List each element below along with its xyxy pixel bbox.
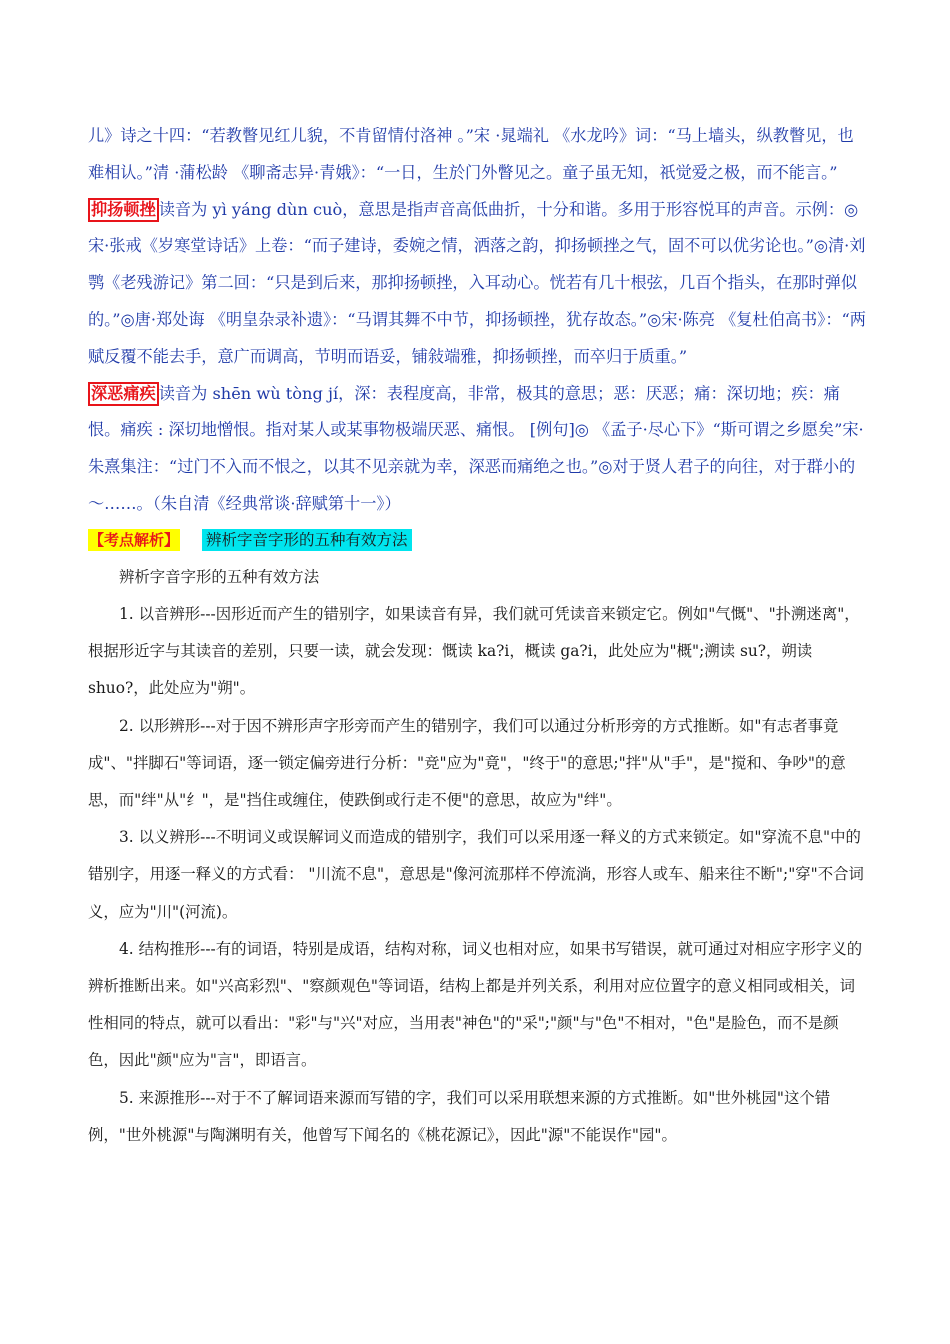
document-page	[88, 118, 866, 1154]
intro-paragraph: 儿》诗之十四：“若教瞥见红儿貌，不肯留情付洛神 。”宋 ·晁端礼 《水龙吟》词：“马上墙头，纵教瞥见，也难相认。”清 ·蒲松龄 《聊斋志异·青娥》：“一日，生於门外瞥见之。童子虽无知，祇觉爱之极，而不能言。”	[88, 126, 854, 182]
method-item: 5. 来源推形---对于不了解词语来源而写错的字，我们可以采用联想来源的方式推断。如"世外桃园"这个错例，"世外桃源"与陶渊明有关，他曾写下闻名的《桃花源记》，因此"源"不能误作"园"。	[88, 1088, 831, 1144]
section-tag: 【考点解析】	[89, 530, 180, 549]
method-item: 2. 以形辨形---对于因不辨形声字形旁而产生的错别字，我们可以通过分析形旁的方式推断。如"有志者事竟成"、"拌脚石"等词语，逐一锁定偏旁进行分析："竞"应为"竟"，"终于"的意思;"拌"从"手"，是"搅和、争吵"的意思，而"绊"从"纟"，是"挡住或缠住，使跌倒或行走不便"的意思，故应为"绊"。	[88, 716, 846, 809]
entry-text: 读音为 yì yáng dùn cuò，意思是指声音高低曲折，十分和谐。多用于形容悦耳的声音。示例：◎宋·张戒《岁寒堂诗话》上卷：“而子建诗，委婉之情，洒落之韵，抑扬顿挫之气，固不可以优劣论也。”◎清·刘鹗《老残游记》第二回：“只是到后来，那抑扬顿挫，入耳动心。恍若有几十根弦，几百个指头，在那时弹似的。”◎唐·郑处诲 《明皇杂录补遗》：“马谓其舞不中节，抑扬顿挫，犹存故态。”◎宋·陈亮 《复杜伯高书》：“两赋反覆不能去手，意广而调高，节明而语妥，铺敍端雅，抑扬顿挫，而卒归于质重。”	[88, 199, 866, 366]
method-item: 4. 结构推形---有的词语，特别是成语，结构对称，词义也相对应，如果书写错误，就可通过对相应字形字义的辨析推断出来。如"兴高彩烈"、"察颜观色"等词语，结构上都是并列关系，利用对应位置字的意义相同或相关，词性相同的特点，就可以看出："彩"与"兴"对应，当用表"神色"的"采";"颜"与"色"不相对，"色"是脸色，而不是颜色，因此"颜"应为"言"，即语言。	[88, 939, 863, 1070]
entry-text: 读音为 shēn wù tòng jí，深：表程度高，非常，极其的意思；恶：厌恶；痛：深切地；疾：痛恨。痛疾 : 深切地憎恨。指对某人或某事物极端厌恶、痛恨。 [例句]◎ 《孟子·尽心下》“斯可谓之乡愿矣”宋·朱熹集注：“过门不入而不恨之，以其不见亲就为幸，深恶而痛绝之也。”◎对于贤人君子的向往，对于群小的～……。（朱自清《经典常谈·辞赋第十一》）	[88, 383, 864, 513]
section-topic: 辨析字音字形的五种有效方法	[202, 529, 412, 551]
method-item: 3. 以义辨形---不明词义或误解词义而造成的错别字，我们可以采用逐一释义的方式来锁定。如"穿流不息"中的错别字，用逐一释义的方式看： "川流不息"，意思是"像河流那样不停流淌，形容人或车、船来往不断";"穿"不合词义，应为"川"(河流)。	[88, 828, 864, 921]
section-subtitle: 辨析字音字形的五种有效方法	[119, 567, 320, 586]
entry-term: 抑扬顿挫	[88, 198, 159, 222]
entry-term: 深恶痛疾	[88, 382, 159, 406]
section-heading	[88, 525, 866, 555]
method-item: 1. 以音辨形---因形近而产生的错别字，如果读音有异，我们就可凭读音来锁定它。例如"气慨"、"扑溯迷离"，根据形近字与其读音的差别，只要一读，就会发现：慨读 ka?i，概读 ga?i，此处应为"概";溯读 su?，朔读 shuo?，此处应为"朔"。	[88, 604, 860, 698]
entry-yiyangdunchuo	[88, 192, 866, 376]
entry-shenwutongji	[88, 376, 866, 523]
